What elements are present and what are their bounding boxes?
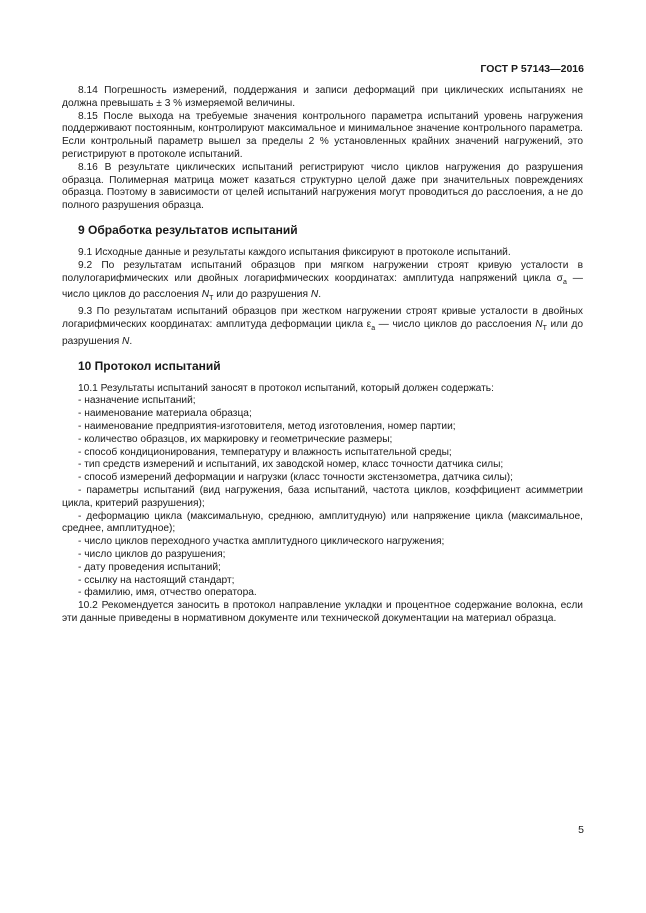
clause-9-2-n2: N	[310, 289, 319, 301]
clause-9-3	[62, 306, 583, 348]
list-item: - параметры испытаний (вид нагружения, база испытаний, частота циклов, коэффициент асимметрии цикла, критерий разрушения);	[62, 485, 583, 509]
protocol-items-list	[62, 395, 583, 600]
clause-9-2-text-b: — число циклов до расслоения	[62, 272, 583, 301]
page-content	[62, 85, 583, 626]
clause-9-1: 9.1 Исходные данные и результаты каждого испытания фиксируют в протоколе испытаний.	[78, 246, 511, 258]
clause-9-3-text-c: или до разрушения	[62, 319, 583, 347]
page-number: 5	[578, 824, 584, 836]
section-10-heading: 10 Протокол испытаний	[78, 358, 221, 373]
list-item: - ссылку на настоящий стандарт;	[78, 574, 235, 586]
clause-9-2-end: .	[318, 289, 322, 301]
section-9-heading: 9 Обработка результатов испытаний	[78, 222, 298, 237]
list-item: - способ измерений деформации и нагрузки (класс точности экстензометра, датчика силы);	[78, 472, 513, 484]
clause-8-15: 8.15 После выхода на требуемые значения контрольного параметра испытаний уровень нагружения поддерживают постоянным, контролируют максимальное и минимальное значение контрольного параметра. Если контрольный параметр вышел за пределы 2 % установленных крайних значений нагружений, это регистрируют в протоколе испытаний.	[62, 110, 583, 160]
list-item: - наименование материала образца;	[78, 408, 252, 420]
list-item: - число циклов до разрушения;	[78, 549, 226, 560]
list-item: - назначение испытаний;	[78, 395, 196, 407]
list-item: - наименование предприятия-изготовителя, метод изготовления, номер партии;	[78, 421, 456, 433]
list-item: - деформацию цикла (максимальную, среднюю, амплитудную) или напряжение цикла (максимальное, среднее, амплитудное);	[62, 510, 583, 535]
document-id: ГОСТ Р 57143—2016	[480, 63, 584, 75]
clause-9-3-n: N	[535, 319, 543, 331]
clause-9-2	[62, 260, 583, 306]
clause-9-2-text-c: или до разрушения	[213, 289, 311, 301]
list-item: - фамилию, имя, отчество оператора.	[78, 587, 257, 599]
list-item: - способ кондиционирования, температуру и влажность испытательной среды;	[78, 446, 452, 458]
clause-8-14: 8.14 Погрешность измерений, поддержания и записи деформаций при циклических испытаниях не должна превышать ± 3 % измеряемой величины.	[62, 85, 583, 109]
clause-9-3-sub-a: a	[371, 325, 376, 333]
clause-9-3-n2: N	[122, 335, 130, 347]
list-item: - количество образцов, их маркировку и геометрические размеры;	[78, 433, 393, 445]
clause-9-2-n: N	[201, 289, 210, 301]
clause-9-2-text-a: 9.2 По результатам испытаний образцов при мягком нагружении строят кривую усталости в полулогарифмических или двойных логарифмических координатах: амплитуда напряжений цикла σ	[62, 259, 583, 284]
clause-8-16: 8.16 В результате циклических испытаний регистрируют число циклов нагружения до разрушения образца. Полимерная матрица может казаться структурно целой даже при значительных повреждениях образца. Поэтому в зависимости от целей испытаний нагружения могут проводиться до расслоения, а не до полного разрушения образца.	[62, 161, 583, 212]
list-item: - число циклов переходного участка амплитудного циклического нагружения;	[78, 536, 445, 548]
clause-10-2: 10.2 Рекомендуется заносить в протокол направление укладки и процентное содержание волокна, если эти данные приведены в нормативном документе или технической документации на материал образца.	[62, 600, 583, 624]
clause-9-3-sub-t: T	[542, 325, 547, 333]
clause-9-2-sub-a: a	[562, 278, 567, 286]
clause-9-3-end: .	[129, 335, 133, 347]
list-item: - тип средств измерений и испытаний, их заводской номер, класс точности датчика силы;	[78, 459, 504, 471]
clause-9-3-text-a: 9.3 По результатам испытаний образцов при жестком нагружении строят кривые усталости в двойных логарифмических координатах: амплитуда деформации цикла ε	[62, 306, 583, 331]
clause-9-2-sub-t: T	[209, 295, 214, 303]
clause-10-1: 10.1 Результаты испытаний заносят в протокол испытаний, который должен содержать:	[78, 382, 494, 394]
clause-9-3-text-b: — число циклов до расслоения	[375, 319, 536, 331]
list-item: - дату проведения испытаний;	[78, 561, 221, 573]
